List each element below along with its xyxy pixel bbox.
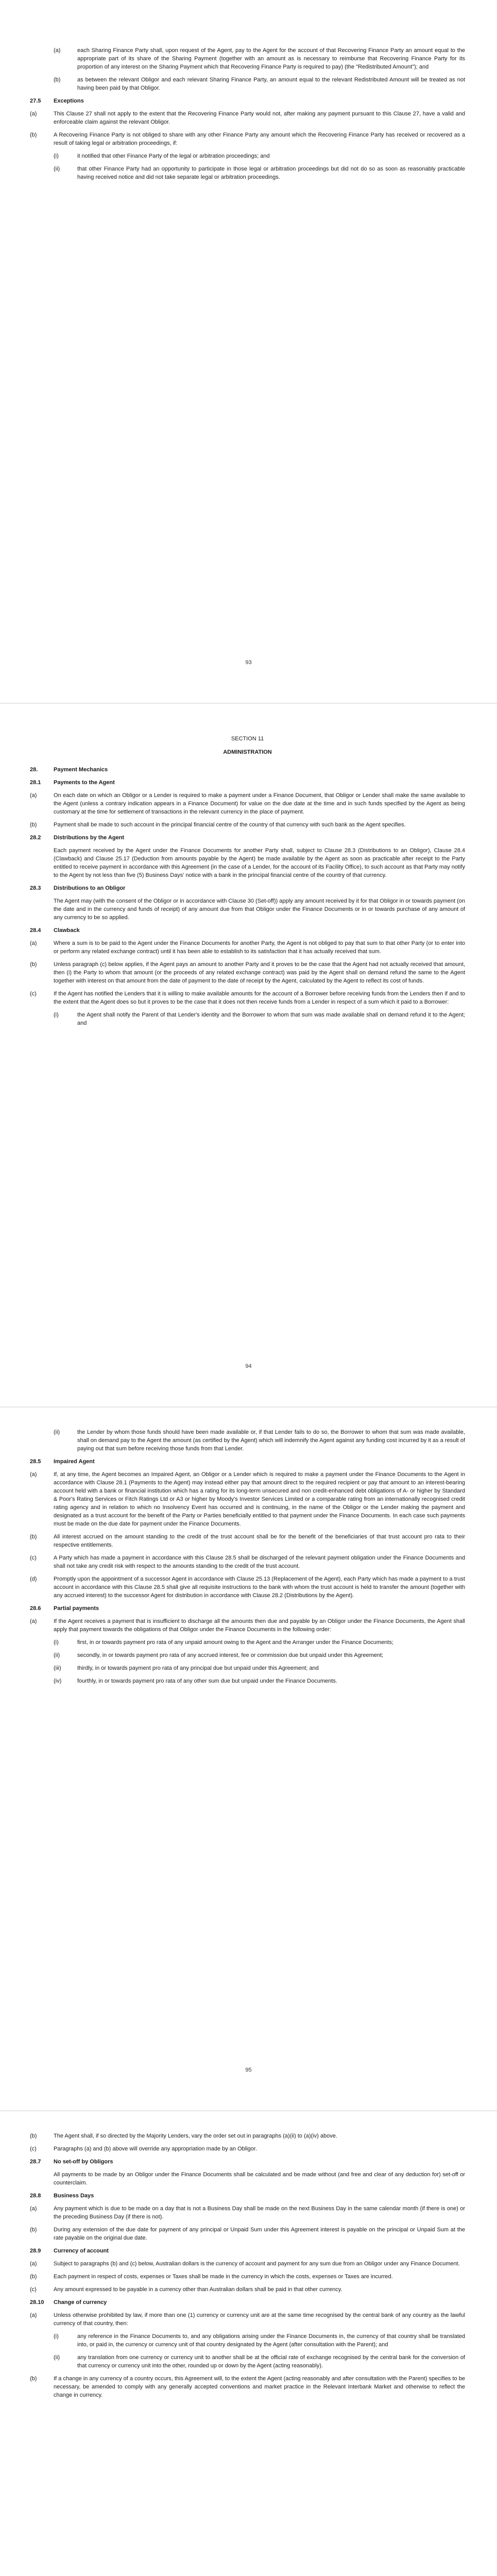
clause-text: Unless paragraph (c) below applies, if the Agent pays an amount to another Party and it proves to be the case that the Agent had not actually received that amount, then (i) the Party to whom that amount (or the proceeds of any related exchange contract) was paid by the Agent shall on demand refund the same to the Agent together with interest on that amount from the date of payment to the date of receipt by the Agent, calculated by the Agent to reflect its cost of funds. bbox=[54, 961, 465, 984]
clause-number: 28.7 bbox=[30, 2159, 41, 2165]
clause-number: (b) bbox=[30, 2376, 37, 2382]
clause-number: (i) bbox=[54, 1639, 59, 1646]
clause-paragraph bbox=[30, 2353, 465, 2370]
clause-text: Distributions to an Obligor bbox=[54, 885, 126, 891]
section-title: ADMINISTRATION bbox=[223, 749, 272, 755]
clause-number: (iii) bbox=[54, 1665, 61, 1671]
clause-number: (d) bbox=[30, 1576, 37, 1582]
section-number: SECTION 11 bbox=[231, 736, 264, 742]
clause-number: (i) bbox=[54, 2333, 59, 2340]
clause-text: No set-off by Obligors bbox=[54, 2159, 113, 2165]
page-4-content bbox=[30, 2132, 465, 2404]
clause-paragraph bbox=[30, 131, 465, 147]
clause-number: 28.2 bbox=[30, 835, 41, 841]
clause-text: If a change in any currency of a country occurs, this Agreement will, to the extent the Agent (acting reasonably and after consultation with the Parent) specifies to be necessary, be amended to comply with any generally accepted conventions and market practice in the Relevant Interbank Market and otherwise to reflect the change in currency. bbox=[54, 2376, 465, 2398]
clause-number: (b) bbox=[30, 2133, 37, 2139]
clause-paragraph bbox=[30, 939, 465, 956]
clause-text: any translation from one currency or currency unit to another shall be at the official rate of exchange recognised by the central bank for the conversion of that currency or currency unit into the other, rounded up or down by the Agent (acting reasonably). bbox=[77, 2354, 465, 2369]
clause-number: 28.3 bbox=[30, 885, 41, 891]
clause-number: (b) bbox=[30, 132, 37, 138]
clause-number: (b) bbox=[30, 822, 37, 828]
clause-paragraph bbox=[30, 110, 465, 126]
clause-text: Change of currency bbox=[54, 2299, 107, 2306]
clause-paragraph bbox=[30, 1575, 465, 1600]
clause-text: each Sharing Finance Party shall, upon request of the Agent, pay to the Agent for the account of that Recovering Finance Party an amount equal to the appropriate part of its share of the Sharing Payment (together with an amount as is necessary to reimburse that Recovering Finance Party for its proportion of any interest on the Sharing Payment which that Recovering Finance Party is required to pay) (the "Redistributed Amount"); and bbox=[77, 47, 465, 70]
clause-number: 28.10 bbox=[30, 2299, 44, 2306]
clause-text: Clawback bbox=[54, 927, 80, 934]
page-2-content bbox=[30, 730, 465, 1032]
clause-paragraph bbox=[30, 2332, 465, 2349]
clause-paragraph bbox=[30, 960, 465, 985]
clause-text: any reference in the Finance Documents to, and any obligations arising under the Finance Documents in, the currency of that country shall be translated into, or paid in, the currency or currency unit of that country designated by the Agent (after consultation with the Parent); and bbox=[77, 2333, 465, 2348]
clause-paragraph bbox=[30, 1651, 465, 1659]
clause-heading bbox=[30, 884, 465, 892]
clause-paragraph bbox=[30, 897, 465, 922]
clause-paragraph bbox=[30, 2132, 465, 2140]
clause-text: Business Days bbox=[54, 2193, 94, 2199]
clause-paragraph bbox=[30, 846, 465, 879]
clause-number: 28.8 bbox=[30, 2193, 41, 2199]
clause-heading bbox=[30, 2158, 465, 2166]
clause-paragraph bbox=[30, 2375, 465, 2399]
clause-text: All payments to be made by an Obligor under the Finance Documents shall be calculated and be made without (and free and clear of any deduction for) set-off or counterclaim. bbox=[54, 2172, 465, 2186]
page-number: 94 bbox=[245, 1363, 252, 1369]
clause-number: (c) bbox=[30, 1555, 37, 1561]
clause-number: (a) bbox=[54, 47, 61, 54]
clause-text: The Agent may (with the consent of the Obligor or in accordance with Clause 30 (Set-off)) apply any amount received by it for that Obligor in or towards payment (on the date and in the currency and funds of receipt) of any amount due from that Obligor under the Finance Documents or in or towards purchase of any amount of any currency to be so applied. bbox=[54, 898, 465, 921]
clause-text: Subject to paragraphs (b) and (c) below, Australian dollars is the currency of account and payment for any sum due from an Obligor under any Finance Document. bbox=[54, 2261, 460, 2267]
clause-heading bbox=[30, 1604, 465, 1613]
clause-number: (c) bbox=[30, 2146, 37, 2152]
clause-text: Each payment received by the Agent under the Finance Documents for another Party shall, subject to Clause 28.3 (Distributions to an Obligor), Clause 28.4 (Clawback) and Clause 25.17 (Deduction from amounts payable by the Agent) be made available by the Agent as soon as practicable after receipt to the Party entitled to receive payment in accordance with this Agreement (in the case of a Lender, for the account of its Facility Office), to such account as that Party may notify to the Agent by not less than five (5) Business Days' notice with a bank in the principal financial centre of the country of that currency. bbox=[54, 848, 465, 878]
clause-text: the Lender by whom those funds should have been made available or, if that Lender fails to do so, the Borrower to whom that sum was made available, shall on demand pay to the Agent the amount (as certified by the Agent) which will indemnify the Agent against any funding cost incurred by it as a result of paying out that sum before receiving those funds from that Lender. bbox=[77, 1429, 465, 1452]
clause-text: Exceptions bbox=[54, 98, 84, 104]
clause-paragraph bbox=[30, 1554, 465, 1570]
clause-heading bbox=[30, 2192, 465, 2200]
clause-text: as between the relevant Obligor and each relevant Sharing Finance Party, an amount equal to the relevant Redistributed Amount will be treated as not having been paid by that Obligor. bbox=[77, 77, 465, 91]
page-2-blocks bbox=[30, 766, 465, 1027]
clause-paragraph bbox=[30, 2145, 465, 2153]
clause-number: 28.9 bbox=[30, 2248, 41, 2254]
clause-heading bbox=[30, 766, 465, 774]
clause-paragraph bbox=[30, 1470, 465, 1528]
clause-text: Impaired Agent bbox=[54, 1459, 95, 1465]
clause-text: If the Agent has notified the Lenders that it is willing to make available amounts for the account of a Borrower before receiving funds from the Lenders then if and to the extent that the Agent does so but it proves to be the case that it does not then receive funds from a Lender in respect of a sum which it paid to a Borrower: bbox=[54, 991, 465, 1005]
clause-number: (c) bbox=[30, 991, 37, 997]
clause-text: Payment Mechanics bbox=[54, 767, 108, 773]
clause-text: Any amount expressed to be payable in a currency other than Australian dollars shall be paid in that other currency. bbox=[54, 2286, 342, 2293]
clause-paragraph bbox=[30, 152, 465, 160]
clause-number: (c) bbox=[30, 2286, 37, 2293]
clause-number: (ii) bbox=[54, 1429, 60, 1435]
clause-number: 28.6 bbox=[30, 1605, 41, 1612]
clause-text: the Agent shall notify the Parent of that Lender's identity and the Borrower to whom that sum was made available shall on demand refund it to the Agent; and bbox=[77, 1012, 465, 1026]
clause-number: (a) bbox=[30, 2206, 37, 2212]
clause-text: it notified that other Finance Party of the legal or arbitration proceedings; and bbox=[77, 153, 270, 159]
page-3 bbox=[0, 1408, 497, 2109]
clause-number: (a) bbox=[30, 940, 37, 946]
clause-paragraph bbox=[30, 2226, 465, 2242]
clause-heading bbox=[30, 2298, 465, 2307]
clause-text: first, in or towards payment pro rata of any unpaid amount owing to the Agent and the Arranger under the Finance Documents; bbox=[77, 1639, 393, 1646]
clause-number: (ii) bbox=[54, 166, 60, 172]
clause-text: If the Agent receives a payment that is insufficient to discharge all the amounts then due and payable by an Obligor under the Finance Documents, the Agent shall apply that payment towards the obligations of that Obligor under the Finance Documents in the following order: bbox=[54, 1618, 465, 1633]
clause-text: Any payment which is due to be made on a day that is not a Business Day shall be made on the next Business Day in the same calendar month (if there is one) or the preceding Business Day (if there is not). bbox=[54, 2206, 465, 2220]
clause-text: During any extension of the due date for payment of any principal or Unpaid Sum under this Agreement interest is payable on the principal or Unpaid Sum at the rate payable on the original due date. bbox=[54, 2227, 465, 2241]
page-3-content bbox=[30, 1428, 465, 1690]
clause-number: (i) bbox=[54, 1012, 59, 1018]
clause-heading bbox=[30, 926, 465, 935]
clause-number: (b) bbox=[30, 2227, 37, 2233]
clause-text: thirdly, in or towards payment pro rata of any principal due but unpaid under this Agreement; and bbox=[77, 1665, 319, 1671]
clause-text: secondly, in or towards payment pro rata of any accrued interest, fee or commission due but unpaid under this Agreement; bbox=[77, 1652, 384, 1658]
clause-paragraph bbox=[30, 1011, 465, 1027]
clause-number: (ii) bbox=[54, 2354, 60, 2361]
clause-text: Paragraphs (a) and (b) above will override any appropriation made by an Obligor. bbox=[54, 2146, 257, 2152]
clause-text: On each date on which an Obligor or a Lender is required to make a payment under a Finance Document, that Obligor or Lender shall make the same available to the Agent (unless a contrary indication appears in a Finance Document) for value on the due date at the time and in such funds specified by the Agent as being customary at the time for settlement of transactions in the relevant currency in the place of payment. bbox=[54, 792, 465, 815]
clause-text: Unless otherwise prohibited by law, if more than one (1) currency or currency unit are at the same time recognised by the central bank of any country as the lawful currency of that country, then: bbox=[54, 2312, 465, 2327]
clause-number: (i) bbox=[54, 153, 59, 159]
clause-paragraph bbox=[30, 2273, 465, 2281]
clause-text: Where a sum is to be paid to the Agent under the Finance Documents for another Party, the Agent is not obliged to pay that sum to that other Party (or to enter into or perform any related exchange contract) until it has been able to establish to its satisfaction that it has actually received that sum. bbox=[54, 940, 465, 955]
clause-text: The Agent shall, if so directed by the Majority Lenders, vary the order set out in paragraphs (a)(ii) to (a)(iv) above. bbox=[54, 2133, 337, 2139]
clause-number: 27.5 bbox=[30, 98, 41, 104]
clause-text: Each payment in respect of costs, expenses or Taxes shall be made in the currency in which the costs, expenses or Taxes are incurred. bbox=[54, 2274, 393, 2280]
clause-text: A Party which has made a payment in accordance with this Clause 28.5 shall be discharged of the relevant payment obligation under the Finance Documents and shall not take any credit risk with respect to the amounts standing to the credit of the trust account. bbox=[54, 1555, 465, 1569]
clause-number: (a) bbox=[30, 1618, 37, 1624]
clause-number bbox=[30, 897, 54, 922]
clause-text: Payments to the Agent bbox=[54, 779, 115, 786]
clause-heading bbox=[30, 97, 465, 105]
clause-heading bbox=[30, 2247, 465, 2255]
clause-paragraph bbox=[30, 990, 465, 1006]
clause-text: Distributions by the Agent bbox=[54, 835, 125, 841]
clause-paragraph bbox=[30, 46, 465, 71]
clause-text: fourthly, in or towards payment pro rata of any other sum due but unpaid under the Finance Documents. bbox=[77, 1678, 337, 1684]
clause-number bbox=[30, 2171, 54, 2187]
page-2 bbox=[0, 704, 497, 1405]
clause-number: (b) bbox=[54, 77, 61, 83]
clause-text: This Clause 27 shall not apply to the extent that the Recovering Finance Party would not, after making any payment pursuant to this Clause 27, have a valid and enforceable claim against the relevant Obligor. bbox=[54, 111, 465, 125]
clause-text: Promptly upon the appointment of a successor Agent in accordance with Clause 25.13 (Replacement of the Agent), each Party which has made a payment to a trust account in accordance with this Clause 28.5 shall give all requisite instructions to the bank with whom the trust account is held to transfer the amount (together with any accrued interest) to the successor Agent for distribution in accordance with Clause 28.2 (Distributions by the Agent). bbox=[54, 1576, 465, 1599]
clause-text: A Recovering Finance Party is not obliged to share with any other Finance Party any amount which the Recovering Finance Party has received or recovered as a result of taking legal or arbitration proceedings, if: bbox=[54, 132, 465, 146]
clause-heading bbox=[30, 778, 465, 787]
clause-text: that other Finance Party had an opportunity to participate in those legal or arbitration proceedings but did not do so as soon as reasonably practicable having received notice and did not take separate legal or arbitration proceedings. bbox=[77, 166, 465, 180]
clause-paragraph bbox=[30, 2205, 465, 2221]
clause-paragraph bbox=[30, 165, 465, 181]
clause-paragraph bbox=[30, 2311, 465, 2328]
clause-paragraph bbox=[30, 1677, 465, 1685]
clause-number: (a) bbox=[30, 792, 37, 799]
clause-paragraph bbox=[30, 1533, 465, 1549]
clause-number: (a) bbox=[30, 2261, 37, 2267]
clause-paragraph bbox=[30, 1638, 465, 1647]
clause-number bbox=[30, 846, 54, 879]
clause-paragraph bbox=[30, 2260, 465, 2268]
clause-text: If, at any time, the Agent becomes an Impaired Agent, an Obligor or a Lender which is required to make a payment under the Finance Documents to the Agent in accordance with Clause 28.1 (Payments to the Agent) may instead either pay that amount direct to the required recipient or pay that amount to an interest-bearing account held with a bank or financial institution which has a rating for its long-term unsecured and non credit-enhanced debt obligations of A- or higher by Standard & Poor's Rating Services or Fitch Ratings Ltd or A3 or higher by Moody's Investor Services Limited or a comparable rating from an internationally recognised credit rating agency and in relation to which no Insolvency Event has occurred and is continuing, in the name of the Obligor or the Lender making the payment and designated as a trust account for the benefit of the Party or Parties beneficially entitled to that payment under the Finance Documents. In each case such payments must be made on the due date for payment under the Finance Documents. bbox=[54, 1471, 465, 1527]
clause-paragraph bbox=[30, 76, 465, 92]
clause-number: (b) bbox=[30, 1534, 37, 1540]
page-number: 93 bbox=[245, 659, 252, 666]
clause-paragraph bbox=[30, 1664, 465, 1672]
page-number: 95 bbox=[245, 2067, 252, 2073]
clause-heading bbox=[30, 834, 465, 842]
clause-paragraph bbox=[30, 2171, 465, 2187]
page-1-content bbox=[30, 46, 465, 186]
clause-number: (a) bbox=[30, 1471, 37, 1478]
clause-paragraph bbox=[30, 1617, 465, 1634]
clause-paragraph bbox=[30, 2285, 465, 2294]
clause-number: (a) bbox=[30, 111, 37, 117]
clause-paragraph bbox=[30, 791, 465, 816]
clause-number: (b) bbox=[30, 2274, 37, 2280]
clause-text: Partial payments bbox=[54, 1605, 99, 1612]
clause-number: (a) bbox=[30, 2312, 37, 2318]
clause-number: 28.1 bbox=[30, 779, 41, 786]
clause-number: 28.4 bbox=[30, 927, 41, 934]
clause-text: Currency of account bbox=[54, 2248, 109, 2254]
clause-text: Payment shall be made to such account in the principal financial centre of the country of that currency with such bank as the Agent specifies. bbox=[54, 822, 406, 828]
clause-number: (iv) bbox=[54, 1678, 62, 1684]
page-1 bbox=[0, 0, 497, 702]
page-4 bbox=[0, 2111, 497, 2576]
clause-paragraph bbox=[30, 821, 465, 829]
clause-number: 28. bbox=[30, 767, 38, 773]
clause-heading bbox=[30, 1458, 465, 1466]
clause-number: 28.5 bbox=[30, 1459, 41, 1465]
clause-text: All interest accrued on the amount standing to the credit of the trust account shall be for the benefit of the beneficiaries of that trust account pro rata to their respective entitlements. bbox=[54, 1534, 465, 1548]
clause-number: (ii) bbox=[54, 1652, 60, 1658]
clause-number: (b) bbox=[30, 961, 37, 968]
clause-paragraph bbox=[30, 1428, 465, 1453]
